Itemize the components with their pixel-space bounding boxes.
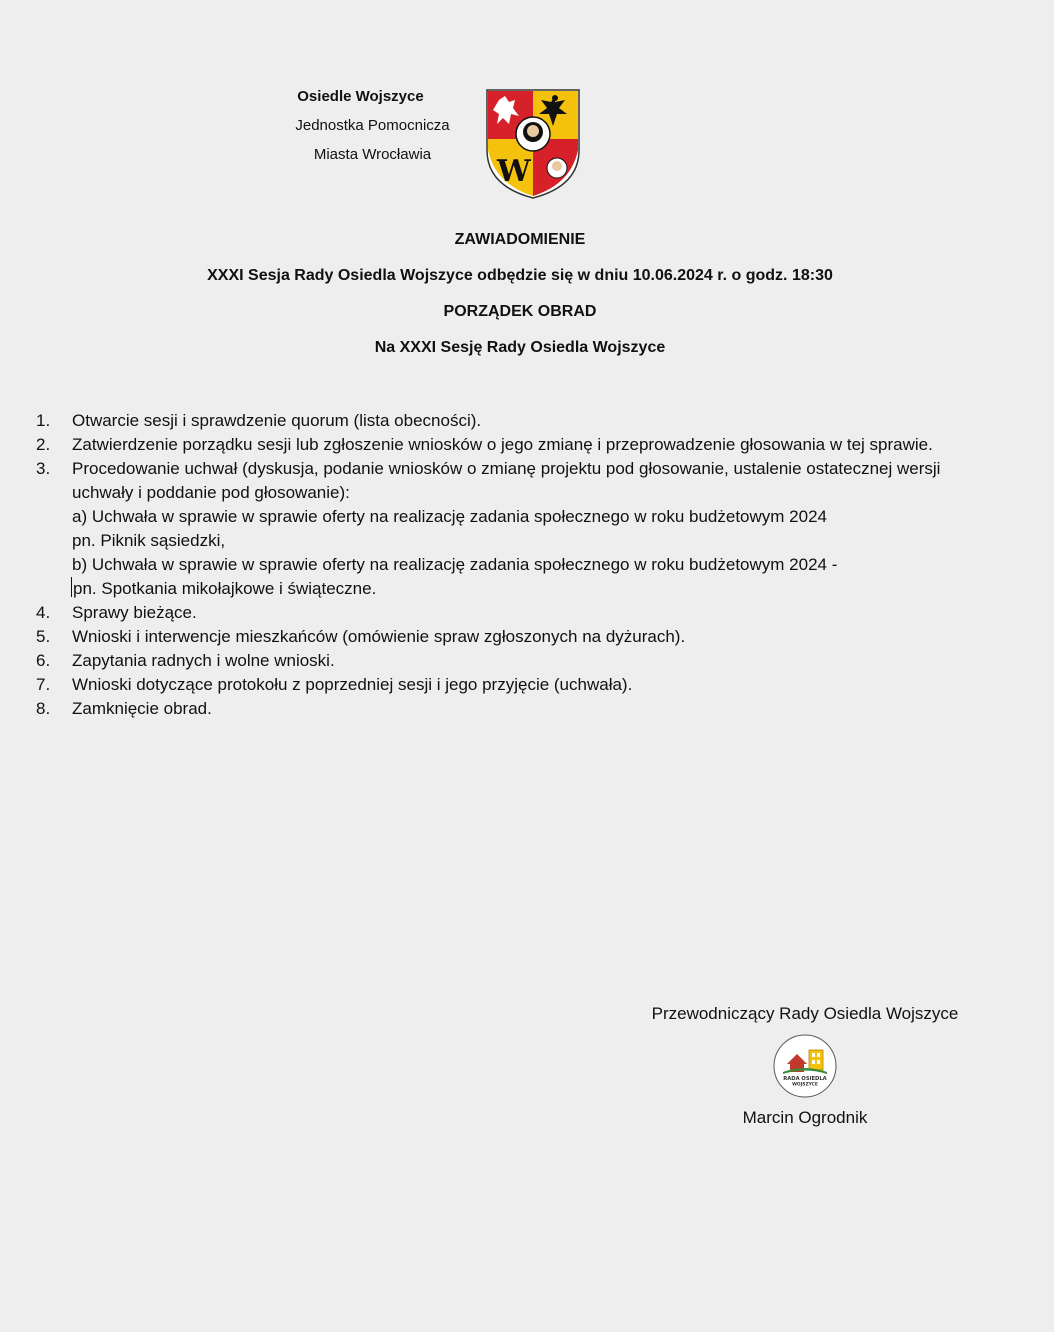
agenda-item-text: Wnioski i interwencje mieszkańców (omówienie spraw zgłoszonych na dyżurach). bbox=[72, 627, 686, 646]
agenda-item-number: 4. bbox=[36, 603, 51, 622]
text-cursor bbox=[71, 577, 72, 597]
resolution-b-line-1: b) Uchwała w sprawie w sprawie oferty na realizację zadania społecznego w roku budżetowym 2024 - bbox=[72, 555, 838, 574]
seal-text-line-2: WOJSZYCE bbox=[792, 1082, 818, 1088]
svg-text:W: W bbox=[497, 154, 531, 189]
resolution-a-line-2: pn. Piknik sąsiedzki, bbox=[72, 531, 226, 550]
resolution-a-line-1: a) Uchwała w sprawie w sprawie oferty na realizację zadania społecznego w roku budżetowym 2024 bbox=[72, 507, 827, 526]
session-announcement: XXXI Sesja Rady Osiedla Wojszyce odbędzie się w dniu 10.06.2024 r. o godz. 18:30 bbox=[207, 267, 833, 284]
agenda-item-number: 6. bbox=[36, 651, 51, 670]
council-seal-logo bbox=[773, 1034, 837, 1098]
agenda-item-number: 1. bbox=[36, 411, 51, 430]
agenda-item bbox=[36, 673, 976, 697]
wroclaw-coat-of-arms-icon bbox=[485, 88, 581, 200]
agenda-item-number: 7. bbox=[36, 675, 51, 694]
agenda-item-number: 5. bbox=[36, 627, 51, 646]
agenda-item-text: Zatwierdzenie porządku sesji lub zgłoszenie wniosków o jego zmianę i przeprowadzenie głosowania w tej sprawie. bbox=[72, 435, 933, 454]
letterhead bbox=[280, 88, 465, 163]
agenda-subtitle: Na XXXI Sesję Rady Osiedla Wojszyce bbox=[374, 339, 666, 356]
agenda-item-number: 3. bbox=[36, 459, 51, 478]
agenda-item-text: Zapytania radnych i wolne wnioski. bbox=[72, 651, 335, 670]
resolution-b-line-2-wrap bbox=[72, 577, 976, 601]
agenda-item bbox=[36, 601, 976, 625]
agenda-item-text: Sprawy bieżące. bbox=[72, 603, 197, 622]
agenda-item bbox=[36, 409, 976, 433]
notice-title: ZAWIADOMIENIE bbox=[454, 231, 586, 248]
agenda-list bbox=[36, 409, 976, 721]
seal-text-line-1: RADA OSIEDLA bbox=[783, 1076, 827, 1082]
agenda-item bbox=[36, 433, 976, 457]
agenda-item-number: 2. bbox=[36, 435, 51, 454]
agenda-item bbox=[36, 457, 976, 601]
agenda-item-number: 8. bbox=[36, 699, 51, 718]
signatory-role: Przewodniczący Rady Osiedla Wojszyce bbox=[651, 1004, 959, 1023]
agenda-item bbox=[36, 697, 976, 721]
signature-block bbox=[640, 1004, 970, 1128]
agenda-item bbox=[36, 649, 976, 673]
agenda-item-text: Zamknięcie obrad. bbox=[72, 699, 212, 718]
unit-line-1: Jednostka Pomocnicza bbox=[295, 117, 450, 134]
agenda-item-text: Procedowanie uchwał (dyskusja, podanie wniosków o zmianę projektu pod głosowanie, ustalenie ostatecznej wersji uchwały i poddanie pod głosowanie): bbox=[72, 459, 941, 502]
notice-titles bbox=[0, 229, 1054, 373]
signatory-name: Marcin Ogrodnik bbox=[742, 1108, 868, 1127]
agenda-item-text: Wnioski dotyczące protokołu z poprzedniej sesji i jego przyjęcie (uchwała). bbox=[72, 675, 633, 694]
unit-line-2: Miasta Wrocławia bbox=[313, 146, 432, 163]
agenda-item bbox=[36, 625, 976, 649]
agenda-title: PORZĄDEK OBRAD bbox=[443, 303, 597, 320]
resolution-b-line-2: pn. Spotkania mikołajkowe i świąteczne. bbox=[73, 579, 377, 598]
organization-name: Osiedle Wojszyce bbox=[297, 88, 424, 105]
agenda-item-text: Otwarcie sesji i sprawdzenie quorum (lista obecności). bbox=[72, 411, 482, 430]
